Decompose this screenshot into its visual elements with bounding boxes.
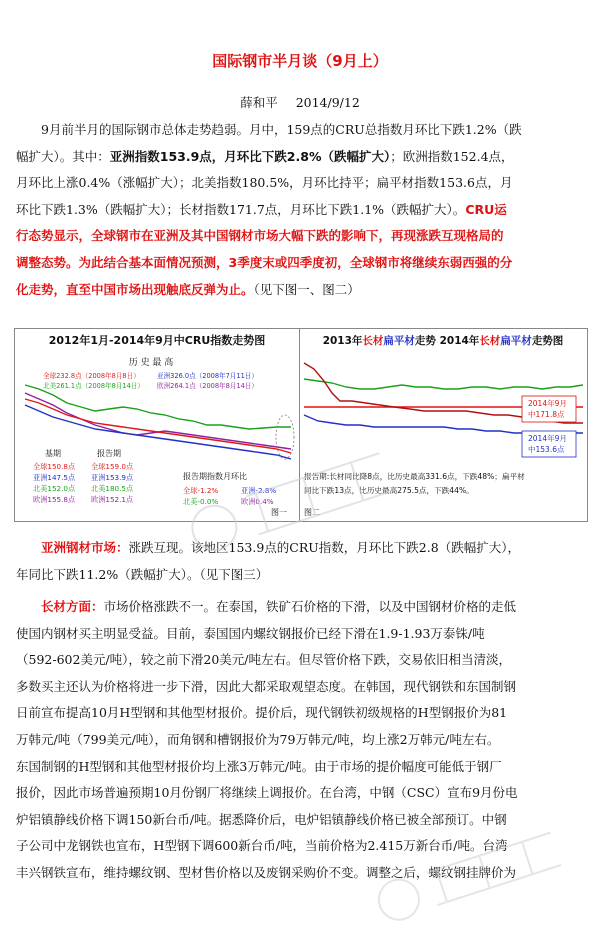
text-line — [16, 117, 588, 144]
figure-2-title-part: 扁平材 — [500, 335, 532, 347]
text-line — [16, 277, 588, 304]
text-line — [16, 674, 588, 701]
text-line — [16, 250, 588, 277]
highlight-text: 行态势显示，全球钢市在亚洲及其中国钢材市场大幅下跌的影响下，再现涨跌互现格局的 — [16, 228, 504, 244]
report-asia: 亚洲153.9点 — [91, 473, 134, 482]
highlight-text: 化走势，直至中国市场出现触底反弹为止。 — [16, 281, 254, 297]
base-europe: 欧洲155.8点 — [33, 495, 76, 504]
report-europe: 欧洲152.1点 — [91, 495, 134, 504]
long-callout-line1: 2014年9月 — [528, 399, 567, 408]
asia-paragraph — [16, 535, 588, 588]
figure-1-label: 图一 — [271, 508, 287, 517]
flat-callout-line2: 中153.6点 — [528, 445, 565, 454]
text-line — [16, 780, 588, 807]
figure-1 — [15, 329, 300, 521]
change-global: 全球-1.2% — [183, 486, 219, 495]
figure-2-title-part: 走势图 — [531, 335, 564, 347]
body-text: 9月前半月的国际钢市总体走势趋弱。月中，159点的CRU总指数月环比下跌1.2%（跌 — [41, 122, 522, 137]
figure-2-label: 图二 — [304, 508, 320, 517]
text-line — [16, 223, 588, 250]
figure-2-title-part: 2013年 — [322, 335, 363, 347]
text-line — [16, 621, 588, 648]
figure-row — [14, 328, 588, 522]
long-products-paragraph — [16, 594, 588, 887]
long-flat-chart — [300, 329, 587, 521]
highlight-text: CRU运 — [465, 201, 507, 217]
intro-paragraph — [16, 117, 588, 303]
history-heading: 历 史 最 高 — [128, 358, 174, 368]
body-text: 东国制钢的H型钢和其他型材报价均上涨3万韩元/吨。由于市场的提价幅度可能低于钢厂 — [16, 758, 502, 774]
base-north-america: 北美152.0点 — [33, 484, 76, 493]
cru-index-chart — [15, 329, 299, 521]
figure-2-title-part: 长材 — [362, 335, 384, 347]
figure-2 — [300, 329, 587, 521]
body-text: 年同比下跌11.2%（跌幅扩大）。（见下图三） — [16, 566, 269, 582]
text-line — [16, 700, 588, 727]
flat-callout-line1: 2014年9月 — [528, 434, 567, 443]
history-europe: 欧洲264.1点（2008年8月14日） — [157, 382, 258, 390]
series-green-line — [304, 379, 583, 389]
figure-2-title-part: 长材 — [479, 335, 501, 347]
change-asia: 亚洲-2.8% — [241, 486, 277, 495]
body-text: 日前宣布提高10月H型钢和其他型材报价。提价后，现代钢铁初级规格的H型钢报价为81 — [16, 705, 508, 721]
page-title: 国际钢市半月谈（9月上） — [212, 52, 388, 70]
report-global: 全球159.0点 — [91, 462, 134, 471]
report-north-america: 北美180.5点 — [91, 484, 134, 493]
byline — [0, 93, 600, 111]
bold-text: 亚洲指数153.9点，月环比下跌2.8%（跌幅扩大） — [109, 148, 391, 164]
body-text: （592-602美元/吨），较之前下滑20美元/吨左右。但尽管价格下跌，交易依旧相当清淡， — [16, 652, 512, 668]
text-line — [16, 197, 588, 224]
figure-2-title-part: 扁平材 — [383, 335, 415, 347]
highlight-ellipse — [276, 415, 294, 459]
figure-1-title: 2012年1月-2014年9月中CRU指数走势图 — [48, 334, 266, 347]
change-europe: 欧洲0.4% — [241, 497, 274, 506]
text-line — [16, 144, 588, 171]
body-text: 万韩元/吨（799美元/吨），而角钢和槽钢报价为79万韩元/吨，均上涨2万韩元/吨左右。 — [16, 731, 500, 747]
series-global-line — [25, 399, 291, 453]
report-heading: 报告期 — [97, 449, 121, 458]
body-text: 幅扩大）。其中： — [16, 148, 110, 164]
publish-date: 2014/9/12 — [295, 95, 360, 110]
figure-2-title — [323, 334, 564, 347]
text-line — [16, 754, 588, 781]
body-text: 炉铝镇静线价格下调150新台币/吨。据悉降价后，电炉铝镇静线价格已被全部预订。中钢 — [16, 811, 507, 827]
body-text: 市场价格涨跌不一。在泰国，铁矿石价格的下滑，以及中国钢材价格的走低 — [103, 599, 517, 614]
body-text: 子公司中龙钢铁也宣布，H型钢下调600新台币/吨，当前价格为2.415万新台币/吨。台湾 — [16, 838, 508, 854]
figure-2-note-line2: 同比下跌13点，比历史最高275.5点，下跌44%。 — [304, 486, 474, 495]
highlight-text: 调整态势。为此结合基本面情况预测，3季度末或四季度初，全球钢市将继续东弱西强的分 — [16, 254, 513, 270]
long-callout-line2: 中171.8点 — [528, 410, 565, 419]
text-line — [16, 727, 588, 754]
highlight-text: 长材方面： — [41, 599, 104, 614]
base-asia: 亚洲147.5点 — [33, 473, 76, 482]
history-asia: 亚洲326.0点（2008年7月11日） — [157, 372, 258, 380]
history-global: 全球232.8点（2008年8月8日） — [43, 372, 140, 380]
base-global: 全球150.8点 — [33, 462, 76, 471]
body-text: 多数买主还认为价格将进一步下滑，因此大都采取观望态度。在韩国，现代钢铁和东国制钢 — [16, 678, 517, 694]
text-line — [16, 594, 588, 621]
change-heading: 报告期指数月环比 — [183, 472, 247, 481]
author: 薛和平 — [240, 95, 278, 110]
text-line — [16, 807, 588, 834]
base-heading: 基期 — [45, 449, 61, 458]
body-text: （见下图一、图二） — [253, 281, 360, 297]
highlight-text: 亚洲钢材市场： — [41, 540, 129, 555]
series-north-america-line — [25, 385, 291, 429]
figure-2-title-part: 走势 2014年 — [414, 335, 480, 347]
body-text: 报价，因此市场普遍预期10月份钢厂将继续上调报价。在台湾，中钢（CSC）宣布9月份电 — [16, 785, 518, 801]
change-north-america: 北美-0.0% — [183, 497, 219, 506]
body-text: ；欧洲指数152.4点， — [390, 148, 514, 164]
text-line — [16, 170, 588, 197]
text-line — [16, 562, 588, 589]
body-text: 环比下跌1.3%（跌幅扩大）；长材指数171.7点，月环比下跌1.1%（跌幅扩大）。 — [16, 201, 466, 217]
text-line — [16, 647, 588, 674]
body-text: 月环比上涨0.4%（涨幅扩大）；北美指数180.5%，月环比持平；扁平材指数153.6点，月 — [16, 175, 513, 191]
body-text: 涨跌互现。该地区153.9点的CRU指数，月环比下跌2.8（跌幅扩大）， — [128, 540, 520, 555]
body-text: 丰兴钢铁宣布，维持螺纹钢、型材售价格以及废钢采购价不变。调整之后，螺纹钢挂牌价为 — [16, 864, 517, 880]
figure-2-note-line1: 报告期:长材同比降8点，比历史最高331.6点，下跌48%；扁平材 — [304, 472, 525, 481]
history-north-america: 北美261.1点（2008年8月14日） — [43, 382, 144, 390]
text-line — [16, 833, 588, 860]
body-text: 使国内钢材买主明显受益。目前，泰国国内螺纹钢报价已经下滑在1.9-1.93万泰铢/吨 — [16, 625, 485, 641]
text-line — [16, 860, 588, 887]
text-line — [16, 535, 588, 562]
